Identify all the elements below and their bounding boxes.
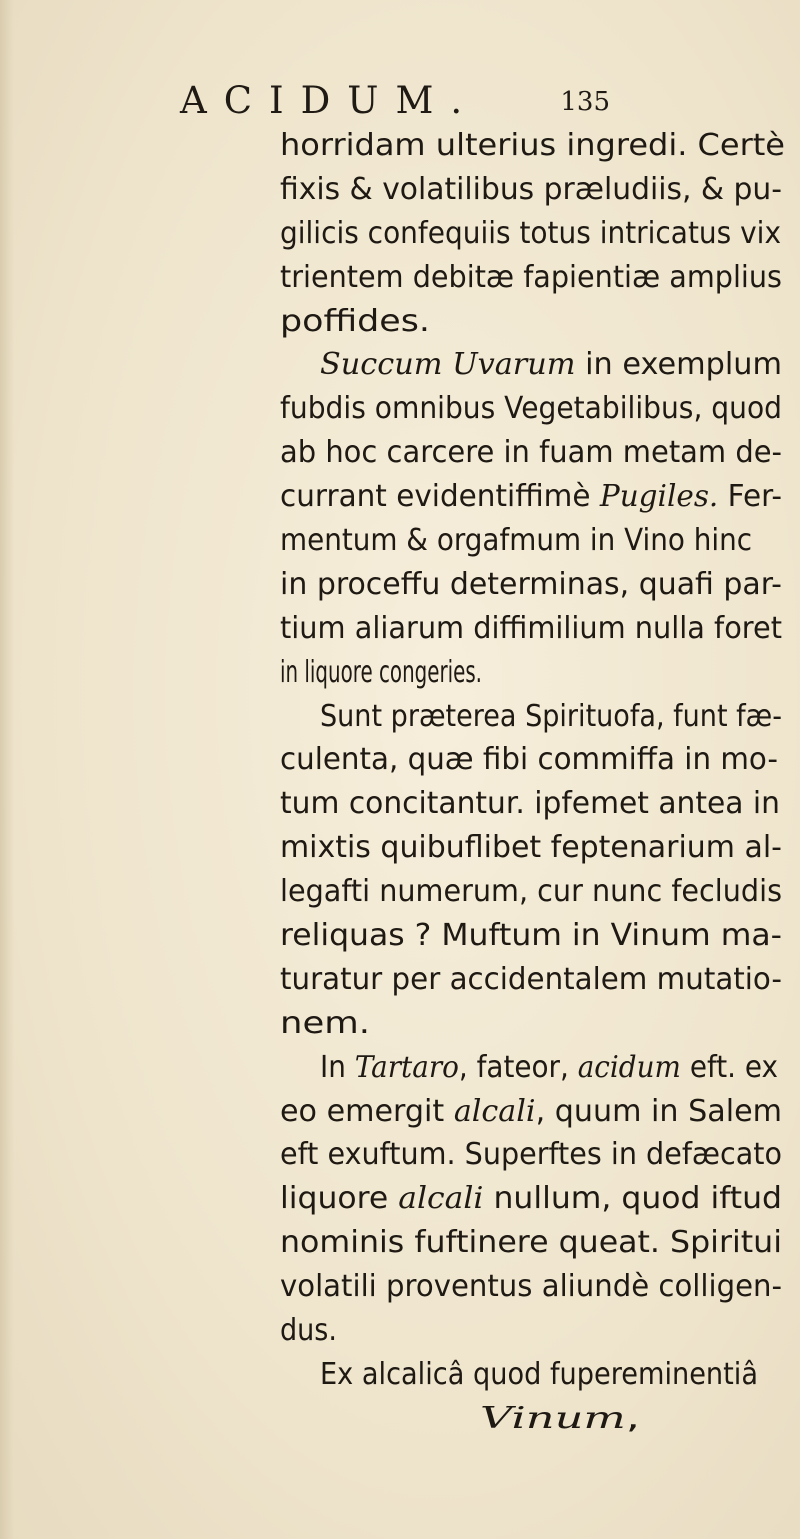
text-segment: volatili proventus aliundè colligen- [280,1269,782,1305]
text-line-content [280,607,782,651]
text-line [0,914,800,958]
text-line [0,1265,800,1309]
text-line [0,870,800,914]
text-line-content [280,738,778,782]
text-line [0,1397,800,1441]
text-segment: , fateor, [458,1049,578,1085]
text-segment [442,347,452,382]
italic-word: Succum [320,347,443,383]
text-line [0,475,800,519]
text-line [0,1002,800,1046]
text-line-content [280,1177,782,1221]
text-line-content [280,475,782,519]
text-segment: mentum & orgafmum in Vino hinc [280,523,752,559]
text-segment: turatur per accidentalem mutatio- [280,961,782,997]
text-segment: horridam ulterius ingredi. Certè [280,128,785,163]
text-line-content [280,1002,370,1046]
text-line-content [280,958,782,1002]
text-line-content [280,519,752,563]
text-segment: fixis & volatilibus præludiis, & pu- [280,171,782,207]
text-segment: tum concitantur. ipfemet antea in [280,786,780,822]
text-line-content [280,914,782,958]
text-segment: In [320,1049,355,1085]
italic-word: acidum [577,1049,681,1085]
text-segment: , quum in Salem [535,1093,782,1129]
text-line [0,124,800,168]
text-line-content [280,1221,782,1265]
text-line-content [280,1265,782,1309]
page-header [180,76,610,126]
text-line [0,168,800,212]
page-number: 135 [560,87,610,117]
text-segment: Sunt præterea Spirituofa, funt fæ- [320,698,782,734]
text-segment: gilicis confequiis totus intricatus vix [280,215,781,251]
text-line-content [280,651,482,695]
text-segment: nullum, quod iftud [483,1181,782,1217]
text-line [0,1090,800,1134]
text-line [0,343,800,387]
text-line-content [320,1353,758,1397]
text-line [0,431,800,475]
text-line-content [480,1397,640,1441]
text-line [0,738,800,782]
text-segment: nominis fuftinere queat. Spiritui [280,1225,782,1261]
text-line [0,695,800,739]
text-segment: currant evidentiffimè [280,479,600,515]
text-line-content [280,387,782,431]
text-segment: in proceffu determinas, quafi par- [280,566,782,602]
text-segment: ab hoc carcere in fuam metam de- [280,435,782,471]
text-line-content [280,826,782,870]
text-segment: in exemplum [575,347,782,383]
text-line-content [280,1309,337,1353]
text-line [0,651,800,695]
text-line-content [320,695,782,739]
italic-word: Pugiles. [599,479,719,515]
text-segment: liquore [280,1181,399,1217]
text-line-content [320,1046,778,1090]
text-line [0,782,800,826]
text-line-content [280,1133,782,1177]
text-line [0,607,800,651]
text-line-content [280,212,781,256]
text-line [0,256,800,300]
text-line-content [320,343,782,387]
text-line [0,1309,800,1353]
text-line-content [280,300,430,344]
italic-word: Vinum [480,1400,626,1436]
text-line [0,387,800,431]
page-body-text [0,124,800,1441]
text-line [0,519,800,563]
text-segment: Ex alcalicâ quod fupereminentiâ [320,1356,758,1392]
text-line [0,1046,800,1090]
text-line [0,1133,800,1177]
italic-word: alcali [398,1181,484,1217]
text-line-content [280,256,782,300]
text-line [0,1353,800,1397]
text-line [0,1177,800,1221]
text-segment: Fer- [718,479,782,515]
text-line [0,300,800,344]
text-segment: in liquore congeries. [280,654,482,690]
text-segment: eft exuftum. Superftes in defæcato [280,1137,782,1173]
text-segment: tium aliarum diffimilium nulla foret [280,610,782,646]
text-line-content [280,870,782,914]
text-segment: , [625,1400,640,1436]
text-line-content [280,168,782,212]
text-segment: nem. [280,1005,370,1041]
text-line-content [280,782,780,826]
text-line [0,212,800,256]
italic-word: Uvarum [452,347,576,383]
text-line-content [280,1090,782,1134]
text-segment: reliquas ? Muftum in Vinum ma- [280,918,782,954]
text-segment: eo emergit [280,1093,454,1129]
italic-word: Tartaro [354,1049,459,1085]
text-segment: legafti numerum, cur nunc fecludis [280,874,782,910]
text-line [0,563,800,607]
text-segment: culenta, quæ fibi commiffa in mo- [280,742,778,778]
text-line [0,826,800,870]
text-line-content [280,124,785,168]
italic-word: alcali [453,1093,536,1129]
text-segment: poffides. [280,303,430,339]
text-segment: fubdis omnibus Vegetabilibus, quod [280,391,782,427]
running-title: ACIDUM. [180,79,480,122]
text-segment: trientem debitæ fapientiæ amplius [280,259,782,295]
text-line [0,958,800,1002]
text-segment: eft. ex [680,1049,778,1085]
text-segment: dus. [280,1313,337,1349]
text-segment: mixtis quibuflibet feptenarium al- [280,830,782,866]
text-line-content [280,431,782,475]
text-line-content [280,563,782,607]
text-line [0,1221,800,1265]
